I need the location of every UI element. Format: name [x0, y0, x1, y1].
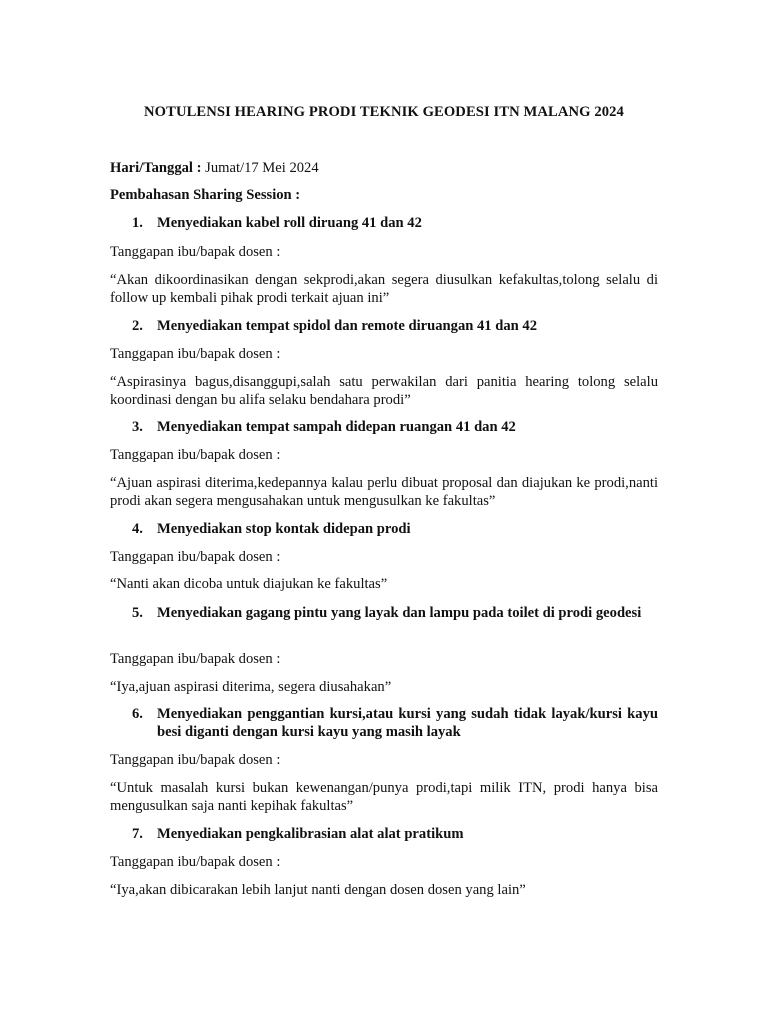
response-label: Tanggapan ibu/bapak dosen :: [110, 752, 281, 768]
response-text: “Untuk masalah kursi bukan kewenangan/punya prodi,tapi milik ITN, prodi hanya bisa mengusulkan saja nanti kepihak fakultas”: [110, 780, 658, 814]
item-number: 1.: [132, 215, 143, 231]
date-line: [110, 159, 658, 177]
response-label: Tanggapan ibu/bapak dosen :: [110, 854, 281, 870]
item-number: 6.: [132, 706, 143, 722]
response-text: “Akan dikoordinasikan dengan sekprodi,akan segera diusulkan kefakultas,tolong selalu di follow up kembali pihak prodi terkait ajuan ini”: [110, 272, 658, 306]
response-label: Tanggapan ibu/bapak dosen :: [110, 549, 281, 565]
document-title: NOTULENSI HEARING PRODI TEKNIK GEODESI ITN MALANG 2024: [144, 104, 624, 120]
item-text: Menyediakan tempat sampah didepan ruangan 41 dan 42: [157, 419, 516, 435]
response-text: “Nanti akan dicoba untuk diajukan ke fakultas”: [110, 576, 388, 592]
item-text: Menyediakan tempat spidol dan remote diruangan 41 dan 42: [157, 318, 538, 334]
response-label: Tanggapan ibu/bapak dosen :: [110, 447, 281, 463]
item-number: 4.: [132, 521, 143, 537]
item-text: Menyediakan pengkalibrasian alat alat pratikum: [157, 826, 464, 842]
response-text: “Iya,ajuan aspirasi diterima, segera diusahakan”: [110, 679, 392, 695]
section-heading: Pembahasan Sharing Session :: [110, 187, 301, 203]
item-number: 3.: [132, 419, 143, 435]
date-label: Hari/Tanggal :: [110, 160, 202, 176]
item-text: Menyediakan kabel roll diruang 41 dan 42: [157, 215, 422, 231]
response-text: “Aspirasinya bagus,disanggupi,salah satu perwakilan dari panitia hearing tolong selalu koordinasi dengan bu alifa selaku bendahara prodi”: [110, 374, 658, 408]
item-number: 2.: [132, 318, 143, 334]
item-text: Menyediakan stop kontak didepan prodi: [157, 521, 411, 537]
item-number: 7.: [132, 826, 143, 842]
item-text: Menyediakan penggantian kursi,atau kursi yang sudah tidak layak/kursi kayu besi diganti dengan kursi kayu yang masih layak: [157, 706, 658, 740]
date-value: Jumat/17 Mei 2024: [201, 160, 319, 176]
response-label: Tanggapan ibu/bapak dosen :: [110, 346, 281, 362]
response-text: “Ajuan aspirasi diterima,kedepannya kalau perlu dibuat proposal dan diajukan ke prodi,nanti prodi akan segera mengusahakan untuk mengusulkan ke fakultas”: [110, 475, 658, 509]
item-text: Menyediakan gagang pintu yang layak dan lampu pada toilet di prodi geodesi: [157, 605, 642, 621]
response-text: “Iya,akan dibicarakan lebih lanjut nanti dengan dosen dosen yang lain”: [110, 882, 526, 898]
item-number: 5.: [132, 605, 143, 621]
response-label: Tanggapan ibu/bapak dosen :: [110, 651, 281, 667]
response-label: Tanggapan ibu/bapak dosen :: [110, 244, 281, 260]
